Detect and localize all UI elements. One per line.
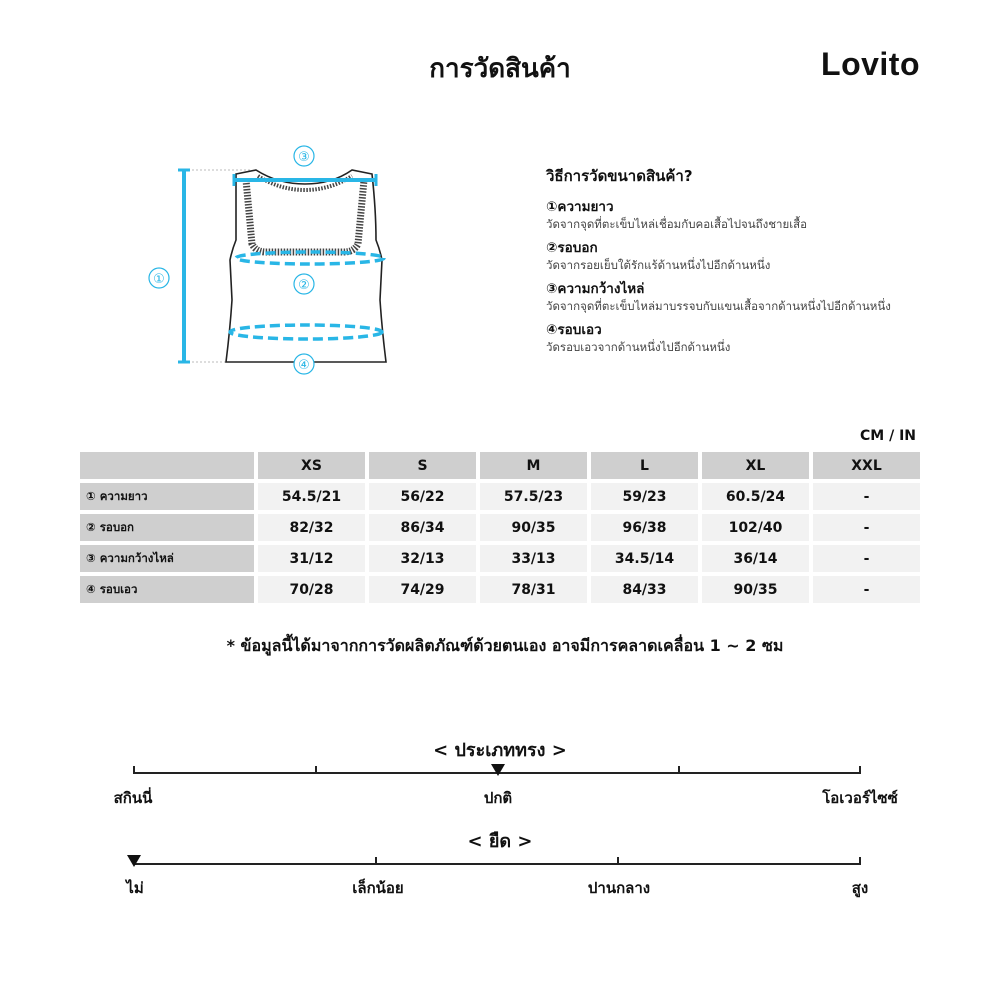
brand-logo: Lovito xyxy=(821,46,920,82)
table-cell: - xyxy=(813,545,920,572)
size-header: L xyxy=(591,452,698,479)
guide-item-title: ③ความกว้างไหล่ xyxy=(546,281,645,297)
table-cell: 60.5/24 xyxy=(702,483,809,510)
guide-item-bust xyxy=(546,239,966,274)
guide-heading: วิธีการวัดขนาดสินค้า? xyxy=(546,167,693,185)
table-cell: 78/31 xyxy=(480,576,587,603)
table-cell: 59/23 xyxy=(591,483,698,510)
measurement-diagram xyxy=(140,140,420,390)
unit-label: CM / IN xyxy=(860,428,916,444)
table-row xyxy=(80,576,920,603)
fit-scale-marker-icon xyxy=(491,764,505,776)
guide-item-desc: วัดจากจุดที่ตะเข็บไหล่มาบรรจบกับแขนเสื้อจากด้านหนึ่งไปอีกด้านหนึ่ง xyxy=(546,299,891,313)
size-header: XL xyxy=(702,452,809,479)
table-cell: 57.5/23 xyxy=(480,483,587,510)
marker-1: ① xyxy=(153,272,165,287)
fit-scale-tick xyxy=(678,766,680,774)
measurement-note: * ข้อมูลนี้ได้มาจากการวัดผลิตภัณฑ์ด้วยตนเอง อาจมีการคลาดเคลื่อน 1 ~ 2 ซม xyxy=(226,636,784,655)
stretch-scale-marker-icon xyxy=(127,855,141,867)
size-header: S xyxy=(369,452,476,479)
table-cell: 74/29 xyxy=(369,576,476,603)
table-cell: 84/33 xyxy=(591,576,698,603)
marker-2: ② xyxy=(298,278,310,293)
marker-3: ③ xyxy=(298,150,310,165)
row-label: ② รอบอก xyxy=(80,514,254,541)
table-cell: 56/22 xyxy=(369,483,476,510)
stretch-label-medium: ปานกลาง xyxy=(587,879,651,897)
stretch-scale-tick xyxy=(617,857,619,865)
table-row xyxy=(80,483,920,510)
fit-scale-title: < ประเภททรง > xyxy=(433,740,567,761)
table-cell: 86/34 xyxy=(369,514,476,541)
table-row xyxy=(80,514,920,541)
table-cell: 70/28 xyxy=(258,576,365,603)
stretch-scale xyxy=(133,857,861,871)
table-cell: - xyxy=(813,576,920,603)
fit-scale-tick xyxy=(133,766,135,774)
table-row xyxy=(80,545,920,572)
row-label: ③ ความกว้างไหล่ xyxy=(80,545,254,572)
guide-item-desc: วัดจากรอยเย็บใต้รักแร้ด้านหนึ่งไปอีกด้านหนึ่ง xyxy=(546,258,771,272)
guide-item-desc: วัดรอบเอวจากด้านหนึ่งไปอีกด้านหนึ่ง xyxy=(546,340,731,354)
stretch-label-high: สูง xyxy=(851,879,869,897)
stretch-label-none: ไม่ xyxy=(126,879,144,897)
measurement-guide xyxy=(546,164,966,362)
stretch-scale-tick xyxy=(375,857,377,865)
fit-label-oversize: โอเวอร์ไซซ์ xyxy=(822,789,898,807)
guide-item-title: ④รอบเอว xyxy=(546,322,602,338)
guide-item-shoulder xyxy=(546,280,966,315)
fit-scale-tick xyxy=(315,766,317,774)
stretch-scale-axis xyxy=(133,863,861,865)
table-cell: 54.5/21 xyxy=(258,483,365,510)
table-cell: 36/14 xyxy=(702,545,809,572)
table-cell: 33/13 xyxy=(480,545,587,572)
guide-item-waist xyxy=(546,321,966,356)
row-label: ④ รอบเอว xyxy=(80,576,254,603)
guide-item-desc: วัดจากจุดที่ตะเข็บไหล่เชื่อมกับคอเสื้อไปจนถึงชายเสื้อ xyxy=(546,217,808,231)
stretch-label-slight: เล็กน้อย xyxy=(352,879,404,897)
table-cell: - xyxy=(813,483,920,510)
fit-label-skinny: สกินนี่ xyxy=(113,789,153,807)
table-cell: 34.5/14 xyxy=(591,545,698,572)
table-cell: - xyxy=(813,514,920,541)
table-cell: 90/35 xyxy=(702,576,809,603)
table-cell: 32/13 xyxy=(369,545,476,572)
stretch-scale-title: < ยืด > xyxy=(467,831,533,852)
marker-4: ④ xyxy=(298,358,310,373)
fit-scale-tick xyxy=(859,766,861,774)
stretch-scale-tick xyxy=(859,857,861,865)
table-cell: 82/32 xyxy=(258,514,365,541)
guide-item-title: ①ความยาว xyxy=(546,199,614,215)
table-corner xyxy=(80,452,254,479)
guide-item-title: ②รอบอก xyxy=(546,240,598,256)
size-header: XXL xyxy=(813,452,920,479)
row-label: ① ความยาว xyxy=(80,483,254,510)
guide-item-length xyxy=(546,198,966,233)
tank-top-illustration xyxy=(140,140,420,390)
table-cell: 102/40 xyxy=(702,514,809,541)
table-cell: 31/12 xyxy=(258,545,365,572)
fit-scale xyxy=(133,766,861,780)
size-table xyxy=(76,448,924,607)
size-header: XS xyxy=(258,452,365,479)
fit-label-regular: ปกติ xyxy=(483,789,513,807)
table-cell: 96/38 xyxy=(591,514,698,541)
size-header: M xyxy=(480,452,587,479)
table-cell: 90/35 xyxy=(480,514,587,541)
page-title: การวัดสินค้า xyxy=(429,54,571,84)
table-header-row xyxy=(80,452,920,479)
